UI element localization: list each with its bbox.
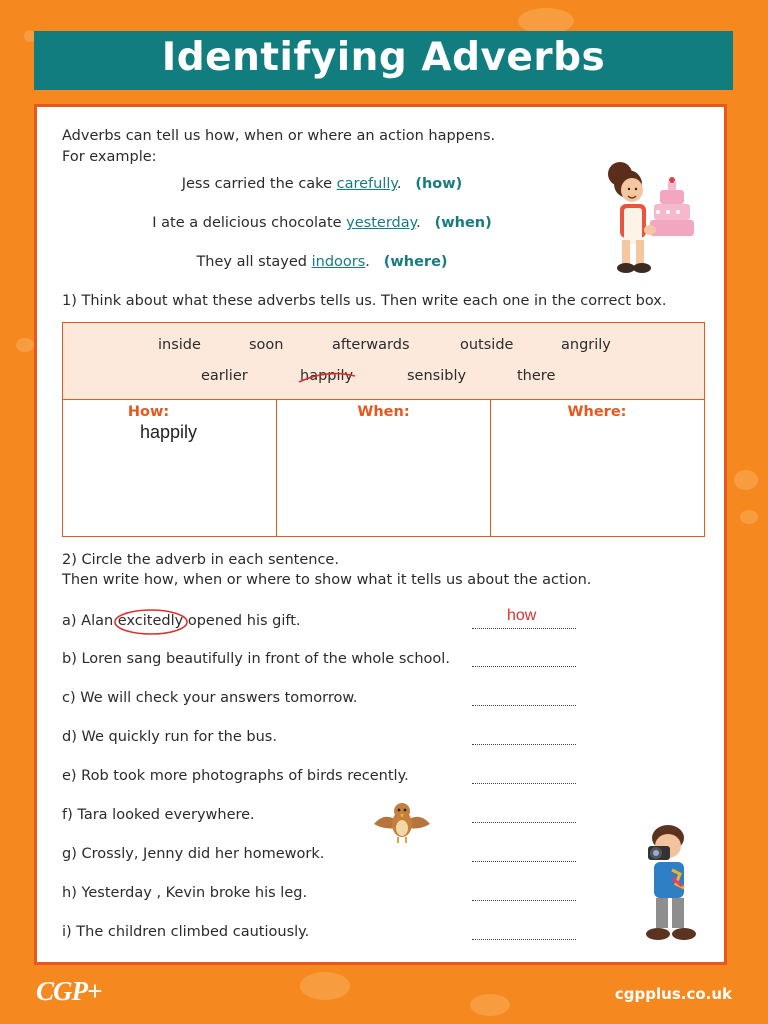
sentence-a: a) Alan excitedly opened his gift. (62, 613, 301, 629)
column-how[interactable] (63, 400, 277, 536)
q1-instruction: 1) Think about what these adverbs tells us. Then write each one in the correct box. (62, 293, 667, 309)
word-bank-item-crossed: happily (300, 368, 354, 384)
sentence-d: d) We quickly run for the bus. (62, 729, 277, 745)
word-bank (63, 323, 704, 400)
sentence-f: f) Tara looked everywhere. (62, 807, 255, 823)
title-bar (34, 31, 733, 90)
answer-line-g[interactable] (472, 861, 576, 862)
intro-line-1: Adverbs can tell us how, when or where an action happens. (62, 128, 496, 144)
column-where[interactable] (491, 400, 703, 536)
column-where-heading: Where: (567, 404, 627, 420)
strike-mark (297, 371, 357, 385)
answer-line-i[interactable] (472, 939, 576, 940)
intro-line-2: For example: (62, 149, 157, 165)
sentence-c: c) We will check your answers tomorrow. (62, 690, 358, 706)
sentence-g: g) Crossly, Jenny did her homework. (62, 846, 325, 862)
sentence-h: h) Yesterday , Kevin broke his leg. (62, 885, 308, 901)
sentence-b: b) Loren sang beautifully in front of the whole school. (62, 651, 450, 667)
q2-instruction-2: Then write how, when or where to show what it tells us about the action. (62, 572, 592, 588)
example-when: I ate a delicious chocolate yesterday. (when) (152, 215, 492, 231)
answer-line-b[interactable] (472, 666, 576, 667)
example-how: Jess carried the cake carefully. (how) (181, 176, 463, 192)
answer-line-c[interactable] (472, 705, 576, 706)
word-bank-item: inside (158, 337, 201, 353)
word-bank-item: there (517, 368, 556, 384)
word-bank-item: soon (249, 337, 284, 353)
q2-instruction-1: 2) Circle the adverb in each sentence. (62, 552, 339, 568)
photographer-boy-icon (632, 820, 704, 948)
answer-line-h[interactable] (472, 900, 576, 901)
baker-girl-icon (598, 154, 698, 276)
circled-adverb: excitedly (118, 613, 183, 629)
column-when[interactable] (277, 400, 491, 536)
sorting-table (62, 322, 705, 537)
sentence-i: i) The children climbed cautiously. (62, 924, 310, 940)
footer-url[interactable]: cgpplus.co.uk (614, 985, 732, 1003)
circle-mark (112, 607, 192, 637)
answer-line-e[interactable] (472, 783, 576, 784)
answer-a: how (507, 607, 537, 624)
word-bank-item: angrily (561, 337, 611, 353)
column-when-heading: When: (357, 404, 410, 420)
word-bank-item: outside (460, 337, 514, 353)
example-where: They all stayed indoors. (where) (196, 254, 448, 270)
column-how-heading: How: (127, 404, 170, 420)
bird-icon (370, 800, 434, 846)
answer-line-d[interactable] (472, 744, 576, 745)
word-bank-item: sensibly (407, 368, 467, 384)
page-title: Identifying Adverbs (161, 35, 606, 80)
answer-line-a[interactable] (472, 628, 576, 629)
cgp-logo: CGP+ (36, 976, 102, 1006)
examples (62, 176, 582, 286)
how-answer: happily (140, 422, 198, 442)
word-bank-item: afterwards (332, 337, 410, 353)
answer-line-f[interactable] (472, 822, 576, 823)
sentence-e: e) Rob took more photographs of birds recently. (62, 768, 409, 784)
word-bank-item: earlier (201, 368, 248, 384)
